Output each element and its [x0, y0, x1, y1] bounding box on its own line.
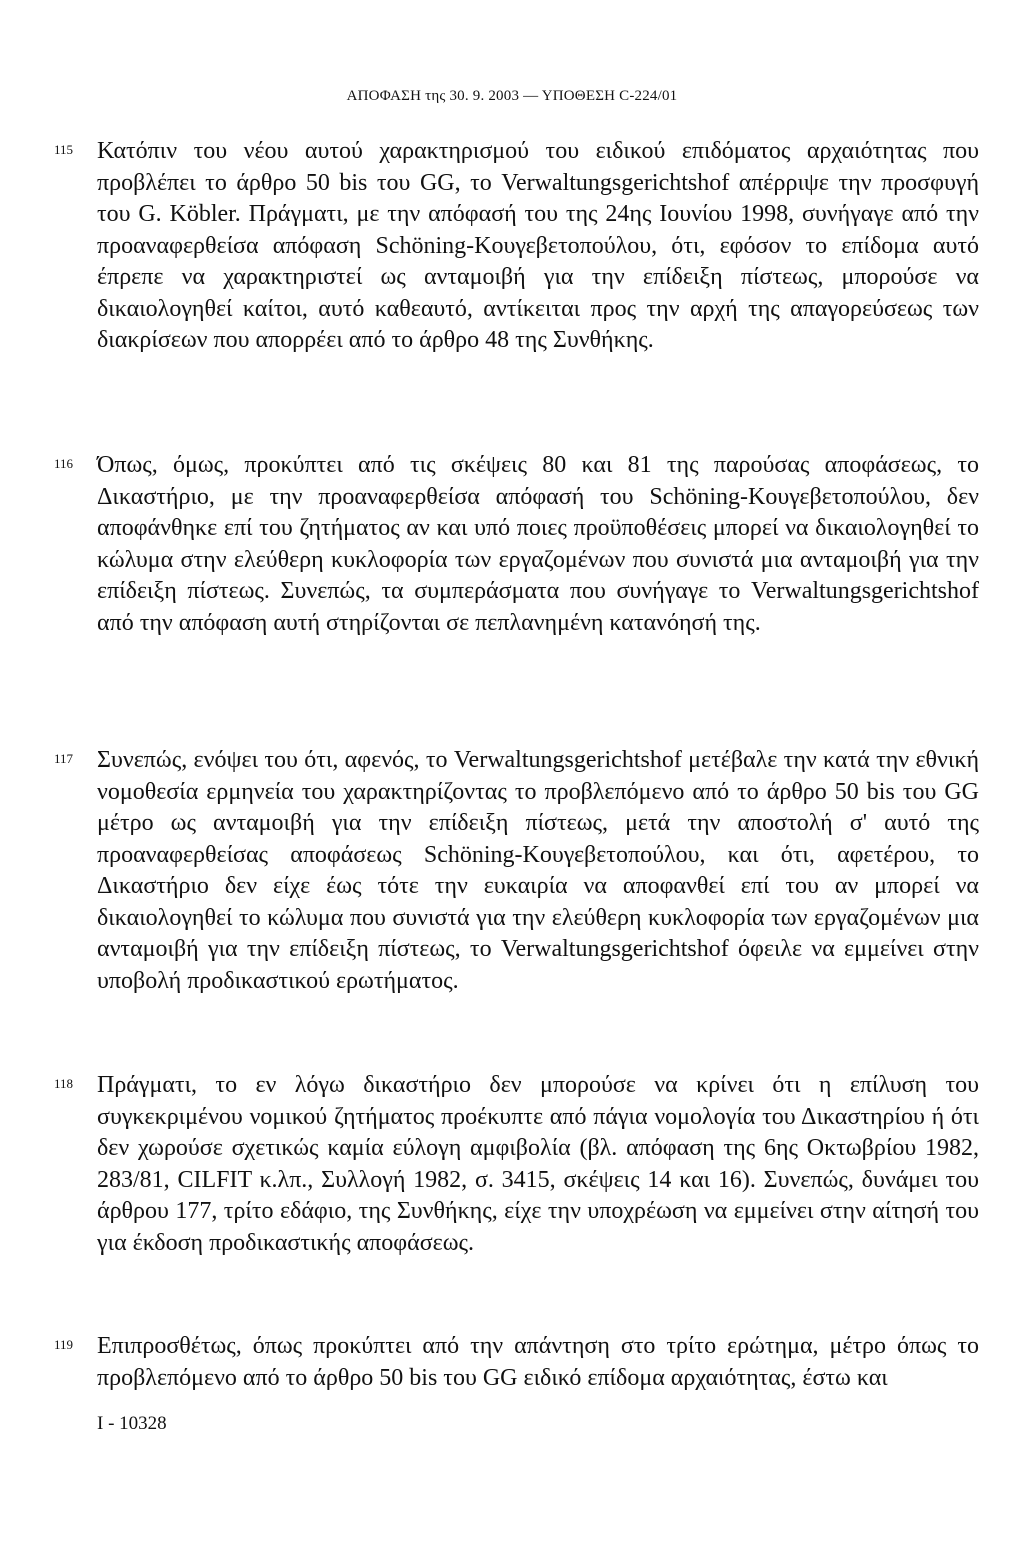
- paragraph-number: 117: [54, 751, 74, 766]
- paragraph-text: Πράγματι, το εν λόγω δικαστήριο δεν μπορούσε να κρίνει ότι η επίλυση του συγκεκριμένου νομικού ζητήματος προέκυπτε από πάγια νομολογία του Δικαστηρίου ή ότι δεν χωρούσε σχετικώς καμία εύλογη αμφιβολία (βλ. απόφαση της 6ης Οκτωβρίου 1982, 283/81, CILFIT κ.λπ., Συλλογή 1982, σ. 3415, σκέψεις 14 και 16). Συνεπώς, δυνάμει του άρθρου 177, τρίτο εδάφιο, της Συνθήκης, είχε την υποχρέωση να εμμείνει στην αίτησή του για έκδοση προδικαστικής αποφάσεως.: [97, 1072, 979, 1256]
- paragraph-number: 118: [54, 1076, 74, 1091]
- paragraph-number: 116: [54, 456, 74, 471]
- paragraph-number: 115: [54, 142, 74, 157]
- page-number: I - 10328: [97, 1413, 167, 1434]
- paragraph-number: 119: [54, 1337, 74, 1352]
- paragraph-text: Κατόπιν του νέου αυτού χαρακτηρισμού του ειδικού επιδόματος αρχαιότητας που προβλέπει το άρθρο 50 bis του GG, το Verwaltungsgerichtshof απέρριψε την προσφυγή του G. Köbler. Πράγματι, με την απόφασή του της 24ης Ιουνίου 1998, συνήγαγε από την προαναφερθείσα απόφαση Schöning-Κουγεβετοπούλου, ότι, εφόσον το επίδομα αυτό έπρεπε να χαρακτηριστεί ως ανταμοιβή για την επίδειξη πίστεως, μπορούσε να δικαιολογηθεί καίτοι, αυτό καθεαυτό, αντίκειται προς την αρχή της απαγορεύσεως των διακρίσεων που απορρέει από το άρθρο 48 της Συνθήκης.: [97, 138, 979, 353]
- paragraph-text: Επιπροσθέτως, όπως προκύπτει από την απάντηση στο τρίτο ερώτημα, μέτρο όπως το προβλεπόμενο από το άρθρο 50 bis του GG ειδικό επίδομα αρχαιότητας, έστω και: [97, 1333, 979, 1391]
- paragraph-text: Όπως, όμως, προκύπτει από τις σκέψεις 80 και 81 της παρούσας αποφάσεως, το Δικαστήριο, με την προαναφερθείσα απόφασή του Schöning-Κουγεβετοπούλου, δεν αποφάνθηκε επί του ζητήματος αν και υπό ποιες προϋποθέσεις μπορεί να δικαιολογηθεί το κώλυμα στην ελεύθερη κυκλοφορία των εργαζομένων που συνιστά μια ανταμοιβή για την επίδειξη πίστεως. Συνεπώς, τα συμπεράσματα που συνήγαγε το Verwaltungsgerichtshof από την απόφαση αυτή στηρίζονται σε πεπλανημένη κατανόησή της.: [97, 452, 979, 636]
- page-header: ΑΠΟΦΑΣΗ της 30. 9. 2003 — ΥΠΟΘΕΣΗ C-224/01: [346, 88, 678, 104]
- paragraph-text: Συνεπώς, ενόψει του ότι, αφενός, το Verwaltungsgerichtshof μετέβαλε την κατά την εθνική νομοθεσία ερμηνεία του χαρακτηρίζοντας το προβλεπόμενο από το άρθρο 50 bis του GG μέτρο ως ανταμοιβή για την επίδειξη πίστεως, μετά την αποστολή σ' αυτό της προαναφερθείσας αποφάσεως Schöning-Κουγεβετοπούλου, και ότι, αφετέρου, το Δικαστήριο δεν είχε έως τότε την ευκαιρία να αποφανθεί επί του αν μπορεί να δικαιολογηθεί το κώλυμα που συνιστά για την ελεύθερη κυκλοφορία των εργαζομένων μια ανταμοιβή για την επίδειξη πίστεως, το Verwaltungsgerichtshof όφειλε να εμμείνει στην υποβολή προδικαστικού ερωτήματος.: [97, 747, 979, 994]
